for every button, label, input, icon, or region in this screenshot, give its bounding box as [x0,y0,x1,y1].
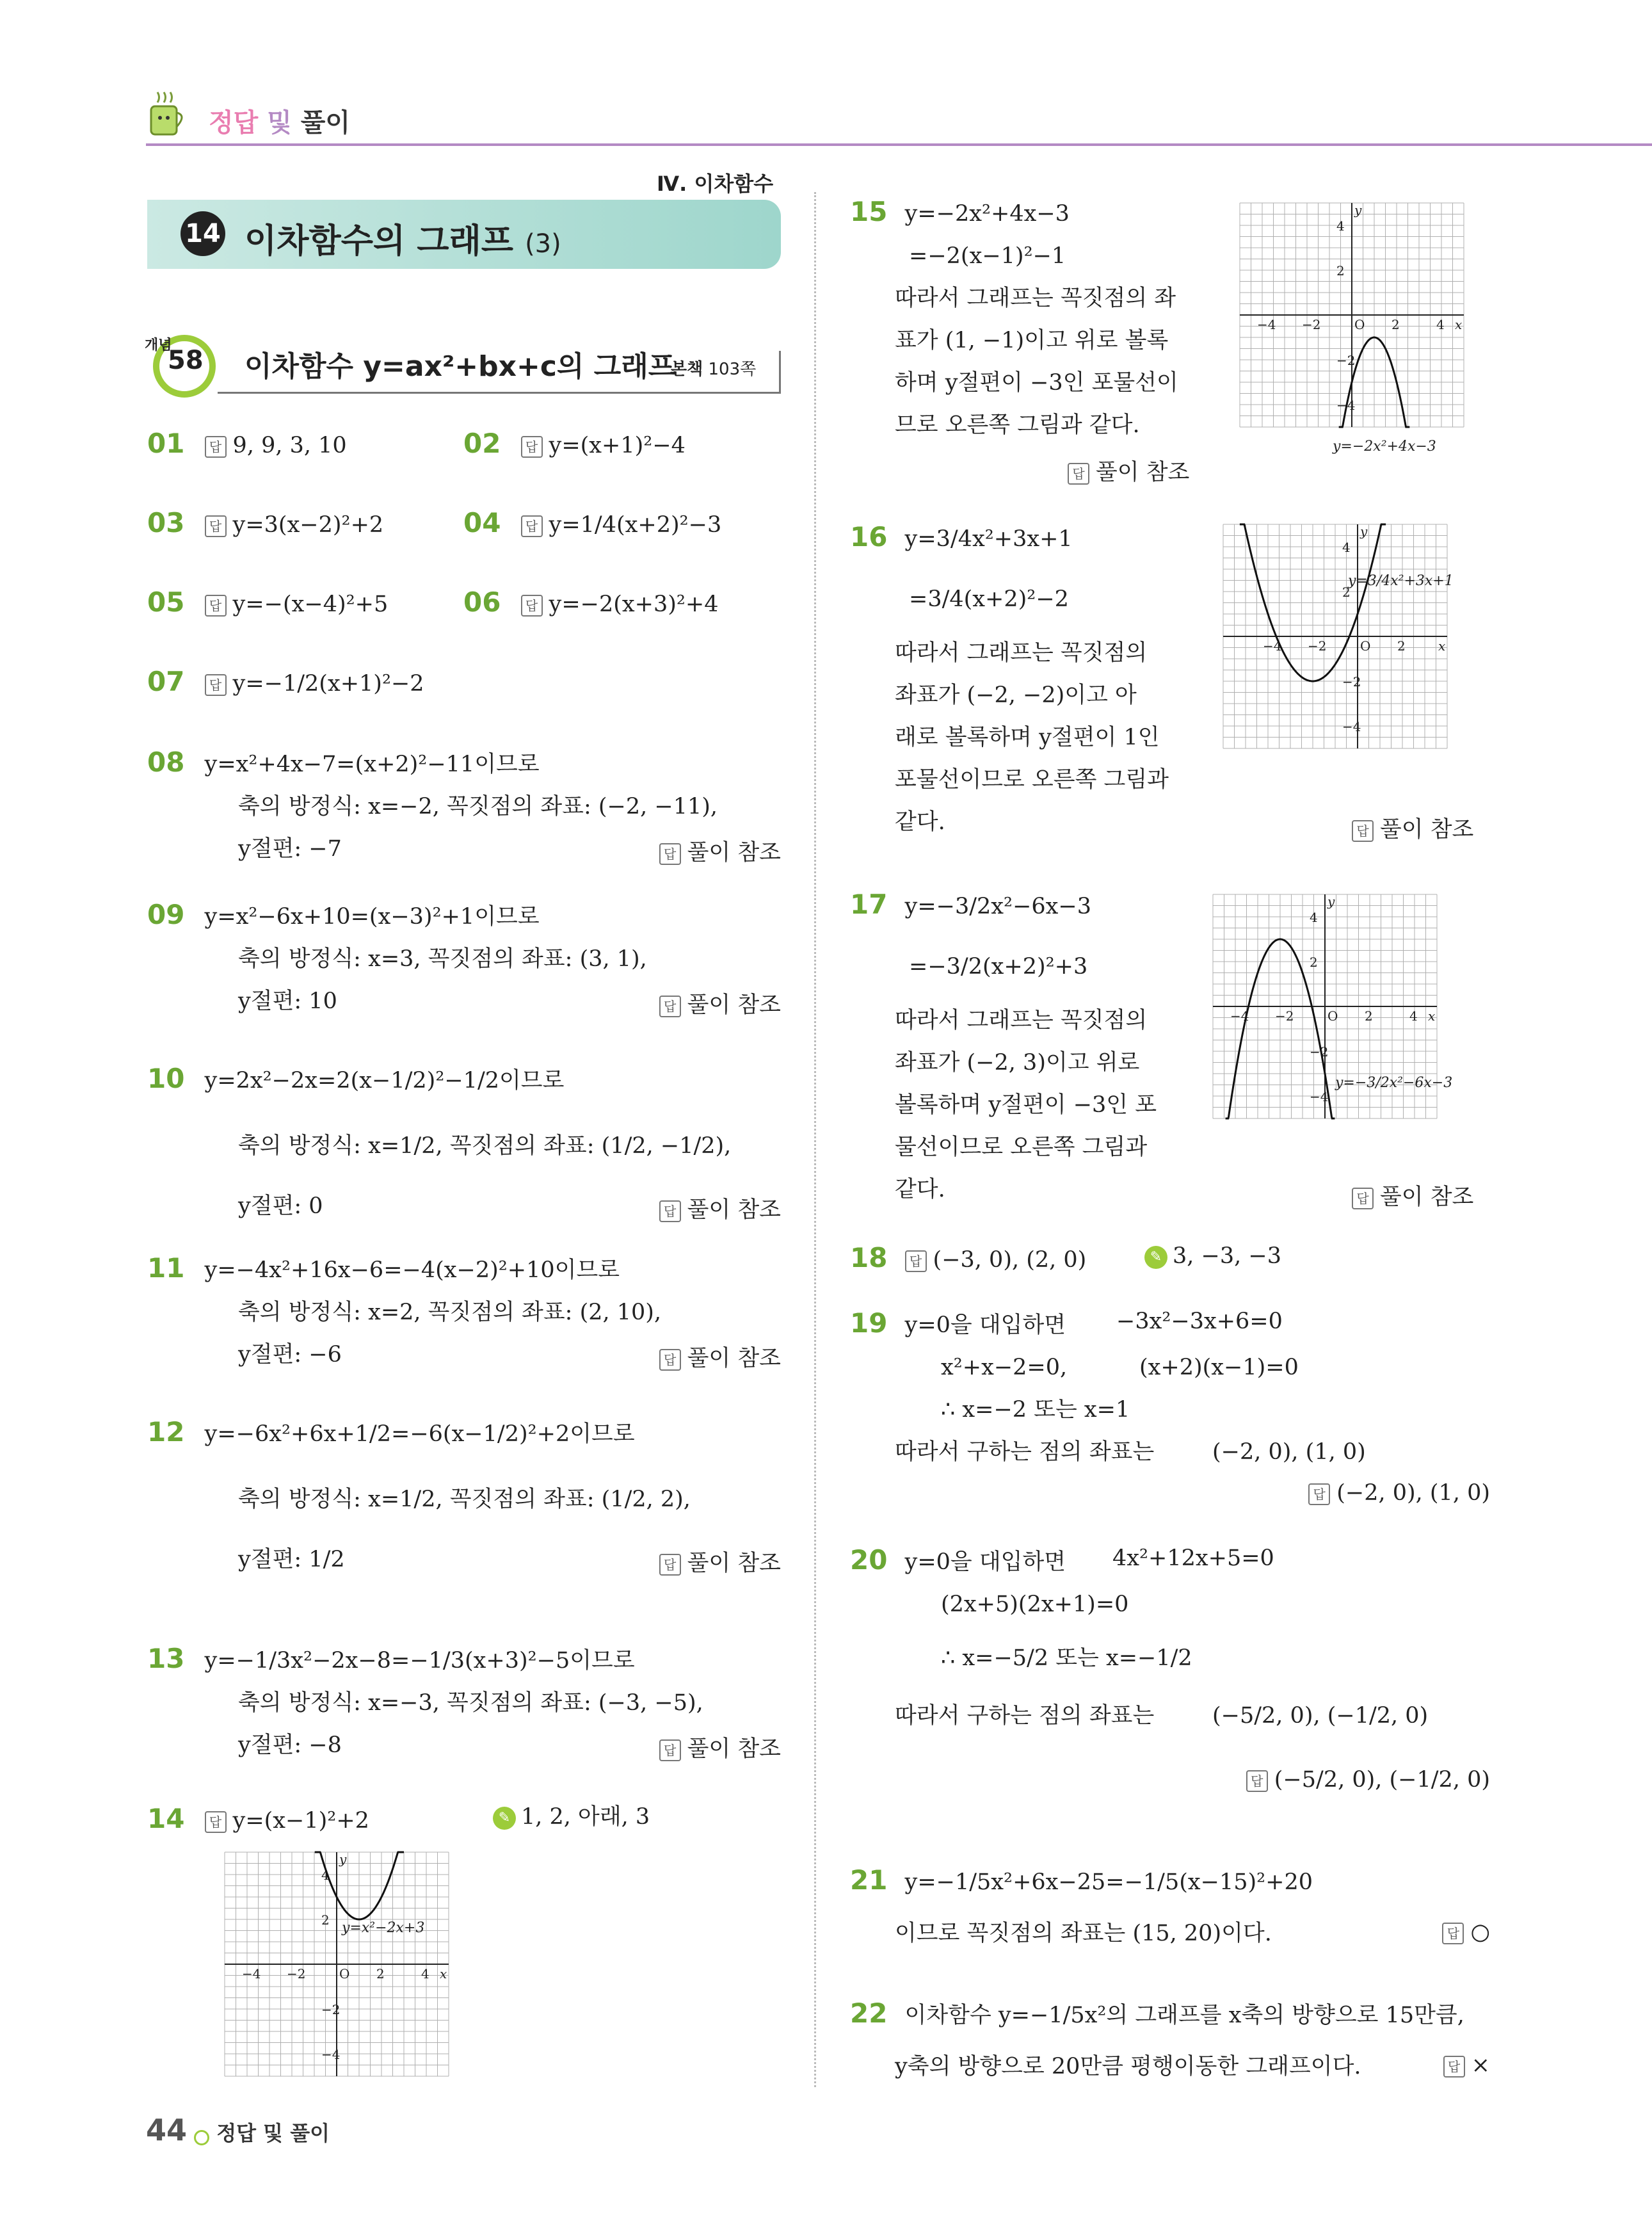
origin-label: O [1327,1008,1338,1024]
header-title [209,102,350,139]
y-tick-label: −4 [1310,1089,1329,1104]
concept-underline-tick [779,351,781,393]
y-tick-label: 4 [1310,910,1318,925]
answer-ref-17 [1352,1179,1473,1211]
y-tick-label: −4 [1342,719,1361,734]
problem-09 [147,899,781,1018]
graph-15 [1237,200,1467,456]
graph-equation-label: y=x²−2x+3 [342,1920,425,1936]
x-tick-label: −4 [1230,1008,1249,1024]
answer-ref-text: 풀이 참조 [687,1346,781,1371]
problem-12 [147,1416,781,1574]
answer-ref-text: 풀이 참조 [687,1197,781,1223]
line-4: 표가 (1, −1)이고 위로 볼록 [895,328,1169,353]
answer-ref [659,1341,781,1373]
footer-dot-icon [194,2130,209,2145]
answer-ref [659,1192,781,1224]
answer-text: (−5/2, 0), (−1/2, 0) [1274,1767,1490,1793]
line-1: 이차함수 y=−1/5x²의 그래프를 x축의 방향으로 15만큼, [904,2003,1464,2028]
concept-number: 58 [168,346,204,375]
line-2: 축의 방정식: x=1/2, 꼭짓점의 좌표: (1/2, 2), [238,1487,691,1512]
x-tick-label: −4 [242,1966,261,1981]
line-2: 축의 방정식: x=2, 꼭짓점의 좌표: (2, 10), [238,1300,662,1325]
x-tick-label: −2 [287,1966,306,1981]
line-3: y절편: −7 [238,836,342,862]
answer [1308,1480,1490,1506]
line-2: (2x+5)(2x+1)=0 [941,1592,1129,1617]
y-axis-label: y [339,1852,347,1867]
answer-text: (−2, 0), (1, 0) [1336,1480,1490,1506]
x-tick-label: −4 [1263,638,1282,654]
line-7: 같다. [895,1177,945,1202]
problem-02 [463,428,686,460]
line-4b: (−5/2, 0), (−1/2, 0) [1212,1703,1429,1729]
answer-text: y=1/4(x+2)²−3 [549,512,722,538]
answer-text: y=(x+1)²−4 [549,433,686,458]
x-tick-label: 4 [1436,317,1445,332]
line-6: 물선이므로 오른쪽 그림과 [895,1134,1148,1160]
y-tick-label: 4 [1336,218,1345,234]
problem-number: 04 [463,507,501,538]
line-3: ∴ x=−5/2 또는 x=−1/2 [941,1645,1192,1671]
footer-label: 정답 및 풀이 [216,2121,330,2145]
problem-number: 16 [850,521,888,553]
answer-icon: 답 [521,436,543,458]
problem-01 [147,428,347,460]
header-mug-icon [145,90,189,141]
x-axis-label: x [1428,1008,1436,1024]
y-tick-label: 2 [1336,263,1345,278]
problem-number: 22 [850,1997,888,2029]
problem-20 [850,1544,1490,1795]
y-tick-label: 2 [321,1912,330,1928]
line-1: y=x²−6x+10=(x−3)²+1이므로 [204,904,540,930]
problem-03 [147,507,383,539]
problem-number: 10 [147,1063,185,1094]
problem-number: 18 [850,1242,888,1273]
answer-icon: 답 [1352,820,1374,842]
problem-number: 14 [147,1803,185,1834]
extra-answer: 3, −3, −3 [1173,1243,1281,1269]
answer-icon: 답 [521,515,543,537]
y-axis-label: y [1354,202,1362,218]
line-3: 따라서 그래프는 꼭짓점의 [895,1008,1148,1033]
line-1: y=−2x²+4x−3 [904,201,1070,227]
line-3: y절편: 10 [238,988,337,1014]
problem-15 [850,196,1178,439]
chapter-label: Ⅳ. 이차함수 [657,172,774,196]
line-3: y절편: −6 [238,1342,342,1368]
problem-number: 15 [850,196,888,227]
line-1: y=3/4x²+3x+1 [904,526,1073,552]
line-1b: 4x²+12x+5=0 [1112,1545,1274,1571]
problem-05 [147,586,388,618]
problem-08 [147,746,781,866]
x-tick-label: 2 [376,1966,385,1981]
line-4: 좌표가 (−2, −2)이고 아 [895,682,1137,708]
line-2: =3/4(x+2)²−2 [909,586,1069,612]
answer-ref-15 [1068,455,1189,487]
line-3: y절편: 1/2 [238,1547,345,1572]
line-4: 좌표가 (−2, 3)이고 위로 [895,1050,1140,1076]
problem-16 [850,521,1169,836]
line-4a: 따라서 구하는 점의 좌표는 [895,1439,1155,1465]
origin-label: O [1354,317,1365,332]
problem-06 [463,586,719,618]
line-3: 따라서 그래프는 꼭짓점의 좌 [895,286,1176,311]
answer-icon: 답 [205,515,227,537]
line-1: y=x²+4x−7=(x+2)²−11이므로 [204,752,540,777]
line-7: 같다. [895,809,945,835]
origin-label: O [339,1966,350,1981]
problem-number: 05 [147,586,185,618]
problem-number: 21 [850,1864,888,1896]
problem-18 [850,1242,1281,1274]
answer-text: ○ [1470,1919,1490,1945]
line-1a: y=0을 대입하면 [904,1312,1066,1338]
problem-number: 07 [147,666,185,697]
answer-ref-text: 풀이 참조 [1096,460,1190,485]
line-2: 축의 방정식: x=−3, 꼭짓점의 좌표: (−3, −5), [238,1690,703,1716]
problem-11 [147,1252,781,1369]
extra-answer: 1, 2, 아래, 3 [521,1804,650,1830]
line-2a: x²+x−2=0, [941,1355,1068,1380]
answer [1442,1919,1490,1945]
answer-icon: 답 [521,595,543,617]
answer-text: y=−2(x+3)²+4 [549,592,719,617]
line-3: ∴ x=−2 또는 x=1 [941,1397,1130,1423]
y-tick-label: −4 [321,2047,341,2062]
answer-icon: 답 [659,1349,681,1371]
answer-ref-text: 풀이 참조 [687,992,781,1018]
x-tick-label: 2 [1397,638,1406,654]
line-2: 축의 방정식: x=−2, 꼭짓점의 좌표: (−2, −11), [238,794,718,819]
x-axis-label: x [1438,638,1446,654]
problem-number: 03 [147,507,185,538]
line-2: 이므로 꼭짓점의 좌표는 (15, 20)이다. [895,1921,1272,1946]
answer-icon: 답 [205,436,227,458]
line-2: =−3/2(x+2)²+3 [909,954,1088,980]
line-4a: 따라서 구하는 점의 좌표는 [895,1703,1155,1729]
answer-icon: 답 [1246,1770,1268,1792]
footer [146,2113,330,2147]
section-number: 14 [185,219,221,248]
answer-text: y=−1/2(x+1)²−2 [232,671,424,697]
y-tick-label: 2 [1342,585,1351,600]
answer-text: y=3(x−2)²+2 [232,512,384,538]
page-number: 44 [146,2113,188,2147]
answer-ref-text: 풀이 참조 [1380,1184,1474,1210]
answer-text: × [1471,2053,1490,2078]
line-3: y절편: −8 [238,1732,342,1758]
y-tick-label: 4 [1342,540,1351,555]
graph-equation-label: y=−3/2x²−6x−3 [1335,1075,1453,1091]
problem-10 [147,1063,781,1223]
x-tick-label: 2 [1391,317,1400,332]
problem-14 [147,1803,781,1835]
problem-07 [147,666,424,698]
line-2: =−2(x−1)²−1 [909,243,1066,269]
line-2b: (x+2)(x−1)=0 [1139,1355,1299,1380]
section-title-text: 이차함수의 그래프 [245,222,513,261]
problem-number: 12 [147,1416,185,1448]
problem-number: 09 [147,899,185,930]
answer-icon: 답 [1352,1188,1374,1209]
y-tick-label: −2 [1342,674,1361,690]
line-4b: (−2, 0), (1, 0) [1212,1439,1366,1465]
column-divider [814,192,816,2087]
line-3: 따라서 그래프는 꼭짓점의 [895,640,1148,666]
line-1: y=−3/2x²−6x−3 [904,894,1091,919]
line-1: y=−1/5x²+6x−25=−1/5(x−15)²+20 [904,1869,1313,1895]
answer-icon: 답 [659,996,681,1017]
section-title [245,214,561,262]
problem-number: 20 [850,1544,888,1576]
line-1: y=−4x²+16x−6=−4(x−2)²+10이므로 [204,1257,620,1283]
x-tick-label: 4 [421,1966,429,1981]
header-label-b: 및 [267,108,292,138]
concept-book-ref [671,356,756,380]
header-label-a: 정답 [209,108,259,138]
graph-17 [1210,891,1453,1122]
problem-22 [850,1997,1490,2081]
concept-page: 103쪽 [708,360,757,379]
line-1a: y=0을 대입하면 [904,1549,1066,1575]
answer-ref [659,1545,781,1577]
answer-icon: 답 [1068,463,1089,485]
answer-icon: 답 [205,1811,227,1833]
section-title-part: (3) [525,229,561,259]
concept-tag: 개념 [145,337,172,353]
problem-number: 11 [147,1252,185,1284]
x-tick-label: 2 [1365,1008,1373,1024]
answer [1246,1767,1490,1793]
answer-icon: 답 [659,1200,681,1222]
problem-number: 02 [463,428,501,459]
x-tick-label: −2 [1275,1008,1294,1024]
answer-text: y=(x−1)²+2 [232,1808,369,1834]
origin-label: O [1360,638,1371,654]
answer-ref [659,987,781,1019]
line-1: y=−1/3x²−2x−8=−1/3(x+3)²−5이므로 [204,1648,635,1674]
concept-underline [218,392,781,394]
problem-number: 06 [463,586,501,618]
answer-ref [659,1731,781,1763]
line-1b: −3x²−3x+6=0 [1116,1309,1283,1334]
line-6: 포물선이므로 오른쪽 그림과 [895,767,1169,793]
answer-icon: 답 [1443,2056,1465,2078]
answer-ref-text: 풀이 참조 [1380,817,1474,843]
header-label-c: 풀이 [300,108,351,138]
y-tick-label: −4 [1336,398,1356,413]
answer-text: (−3, 0), (2, 0) [933,1247,1087,1273]
problem-19 [850,1307,1490,1508]
y-tick-label: −2 [321,2002,341,2017]
answer-icon: 답 [659,843,681,865]
concept-title: 이차함수 y=ax²+bx+c의 그래프 [245,350,676,383]
graph-equation-label: y=−2x²+4x−3 [1333,439,1436,455]
line-2: 축의 방정식: x=1/2, 꼭짓점의 좌표: (1/2, −1/2), [238,1133,732,1159]
answer-icon: 답 [205,595,227,617]
line-1: y=−6x²+6x+1/2=−6(x−1/2)²+2이므로 [204,1421,635,1447]
answer-icon: 답 [1442,1923,1464,1944]
y-tick-label: −2 [1336,353,1356,368]
problem-21 [850,1864,1490,1948]
line-2: 축의 방정식: x=3, 꼭짓점의 좌표: (3, 1), [238,946,647,972]
y-tick-label: 4 [321,1868,330,1883]
x-tick-label: −2 [1308,638,1327,654]
y-tick-label: −2 [1310,1044,1329,1060]
answer-ref-text: 풀이 참조 [687,840,781,866]
answer-ref-text: 풀이 참조 [687,1551,781,1576]
y-axis-label: y [1360,524,1368,539]
problem-13 [147,1643,781,1762]
answer-text: y=−(x−4)²+5 [232,592,389,617]
section-number-badge [180,211,225,256]
problem-17 [850,889,1157,1204]
line-6: 므로 오른쪽 그림과 같다. [895,412,1140,438]
answer-icon: 답 [905,1250,927,1272]
x-tick-label: −2 [1302,317,1321,332]
pencil-icon: ✎ [1144,1246,1167,1269]
answer-icon: 답 [1308,1483,1330,1505]
answer-text: 9, 9, 3, 10 [232,433,347,458]
pencil-icon: ✎ [493,1807,516,1830]
answer-icon: 답 [205,674,227,696]
x-tick-label: 4 [1409,1008,1418,1024]
problem-number: 01 [147,428,185,459]
line-5: 하며 y절편이 −3인 포물선이 [895,370,1178,396]
problem-number: 08 [147,746,185,778]
y-tick-label: 2 [1310,955,1318,970]
x-axis-label: x [440,1966,447,1981]
problem-number: 13 [147,1643,185,1674]
problem-number: 19 [850,1307,888,1339]
line-3: y절편: 0 [238,1193,323,1219]
line-5: 래로 볼록하며 y절편이 1인 [895,725,1160,750]
answer-ref-16 [1352,812,1473,844]
graph-16 [1220,521,1454,752]
concept-book: 본책 [671,360,703,379]
header-rule [146,143,1652,146]
answer-icon: 답 [659,1554,681,1576]
answer [1443,2053,1490,2078]
y-axis-label: y [1327,894,1335,909]
graph-14 [221,1849,452,2079]
answer-icon: 답 [659,1739,681,1761]
problem-04 [463,507,721,539]
line-5: 볼록하며 y절편이 −3인 포 [895,1092,1157,1118]
line-2: y축의 방향으로 20만큼 평행이동한 그래프이다. [895,2054,1361,2079]
graph-equation-label: y=3/4x²+3x+1 [1348,573,1454,589]
line-1: y=2x²−2x=2(x−1/2)²−1/2이므로 [204,1068,565,1093]
answer-ref-text: 풀이 참조 [687,1736,781,1762]
answer-ref [659,835,781,867]
x-tick-label: −4 [1257,317,1276,332]
x-axis-label: x [1455,317,1463,332]
problem-number: 17 [850,889,888,920]
